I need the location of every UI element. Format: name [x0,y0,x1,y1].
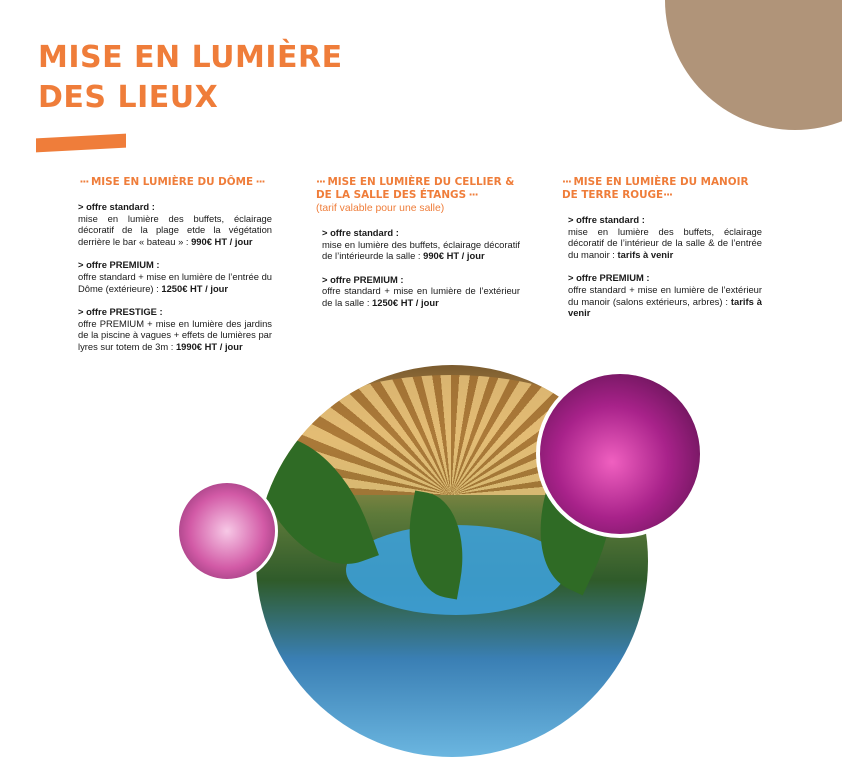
offer-prestige [78,306,272,352]
offer-price: tarifs à venir [568,295,762,319]
offer-premium [322,274,520,309]
page-title [38,38,343,118]
buffet-photo [176,480,278,582]
offer-price: tarifs à venir [617,248,674,260]
offer-text: mise en lumière des buffets, éclairage décoratif de la plage etde la végétation derrière le bar « bateau » : [78,212,272,247]
offer-label: > offre PREMIUM : [78,259,160,271]
decorative-circle [665,0,842,130]
title-line-1: MISE EN LUMIÈRE [38,40,343,75]
column-heading: ··· MISE EN LUMIÈRE DU DÔME ··· [79,176,265,188]
column-heading: ··· MISE EN LUMIÈRE DU MANOIR DE TERRE ROUGE··· [562,176,749,201]
offer-label: > offre standard : [322,227,399,238]
offer-label: > offre PRESTIGE : [78,306,163,318]
offer-label: > offre standard : [78,201,155,212]
offer-label: > offre PREMIUM : [568,272,650,284]
offer-text: offre standard + mise en lumière de l’extérieur du manoir (salons extérieurs, arbres) : [568,283,762,307]
offer-text: mise en lumière des buffets, éclairage décoratif de l’intérieurde la salle : [322,238,520,262]
offer-label: > offre standard : [568,214,645,225]
column-cellier [316,176,520,309]
offer-price: 990€ HT / jour [423,250,485,262]
offer-text: offre standard + mise en lumière de l’extérieur de la salle : [322,285,520,308]
offer-label: > offre PREMIUM : [322,273,404,285]
column-heading: ··· MISE EN LUMIÈRE DU CELLIER & DE LA SALLE DES ÉTANGS ··· [316,176,515,201]
offer-text: offre standard + mise en lumière de l’entrée du Dôme (extérieure) : [78,270,272,294]
offer-price: 990€ HT / jour [191,235,253,247]
offer-text: mise en lumière des buffets, éclairage décoratif de l’intérieur de la salle & de l’entrée du manoir : [568,225,762,260]
title-underline-bar [36,134,126,153]
column-subheading: (tarif valable pour une salle) [316,203,445,214]
offer-standard [568,214,762,260]
offer-premium [78,259,272,294]
offer-text: offre PREMIUM + mise en lumière des jardins de la piscine à vagues + effets de lumières par lyres sur totem de 3m : [78,317,272,352]
offer-standard [322,227,520,262]
title-line-2: DES LIEUX [38,80,219,115]
offer-price: 1250€ HT / jour [161,282,229,294]
offer-standard [78,201,272,247]
column-manoir [562,176,762,319]
column-dome [72,176,272,353]
offer-price: 1250€ HT / jour [372,296,439,308]
pink-hall-photo [536,370,704,538]
offer-price: 1990€ HT / jour [175,340,243,352]
offer-premium [568,272,762,318]
